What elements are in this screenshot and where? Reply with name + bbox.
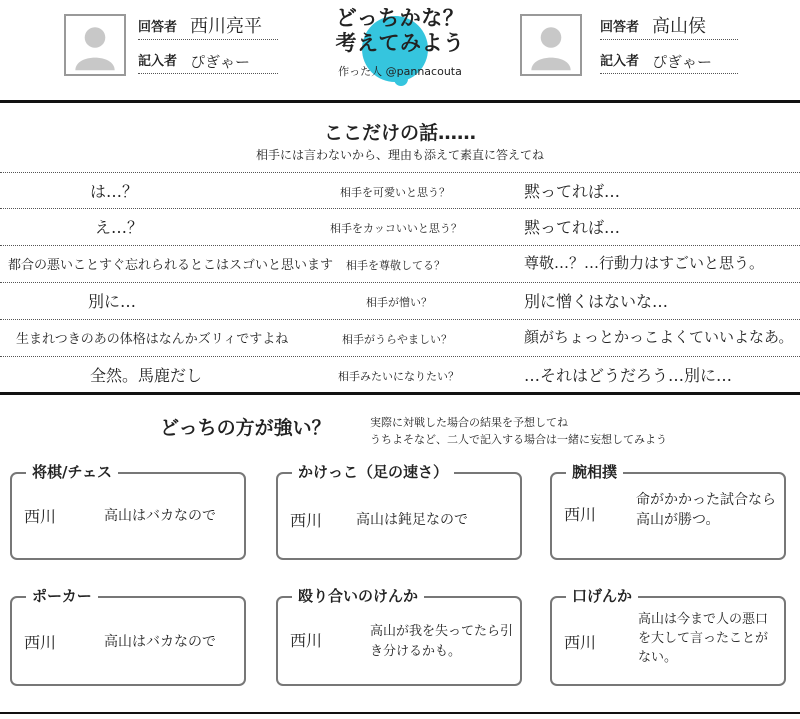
right-recorder-field <box>600 48 738 74</box>
stronger-note-1: 実際に対戦した場合の結果を予想してね <box>370 416 568 429</box>
card-poker <box>10 587 246 686</box>
card-reason: 高山は今まで人の悪口を大して言ったことがない。 <box>638 612 769 665</box>
question-row <box>0 246 800 283</box>
right-recorder-label: 記入者 <box>600 54 640 69</box>
right-avatar <box>520 14 582 76</box>
card-winner: 西川 <box>290 631 323 650</box>
question-row <box>0 320 800 357</box>
right-answer: 黙ってれば… <box>524 182 621 201</box>
question-text: 相手をカッコいいと思う？ <box>330 222 462 235</box>
left-answer: 全然。馬鹿だし <box>90 366 203 385</box>
right-recorder-value: ぴぎゃー <box>652 53 713 71</box>
card-reason: 高山はバカなので <box>104 634 216 650</box>
left-recorder-value: ぴぎゃー <box>190 53 251 71</box>
right-answerer-label: 回答者 <box>600 20 640 35</box>
left-answer: え…？ <box>95 218 144 237</box>
card-shogi-chess <box>10 463 246 560</box>
secret-section-title: ここだけの話…… <box>323 122 476 144</box>
question-text: 相手みたいになりたい？ <box>338 370 459 383</box>
card-footrace <box>276 463 522 560</box>
card-verbal-fight <box>550 587 786 686</box>
secret-section-subtitle: 相手には言わないから、理由も添えて素直に答えてね <box>255 148 544 162</box>
card-title: 腕相撲 <box>566 461 623 482</box>
bottom-divider <box>0 712 800 714</box>
card-title: 口げんか <box>566 585 638 606</box>
card-winner: 西川 <box>564 633 597 652</box>
card-arm-wrestling <box>550 463 786 560</box>
card-winner: 西川 <box>564 505 597 524</box>
section-divider <box>0 392 800 395</box>
right-answer: …それはどうだろう…別に… <box>524 366 733 385</box>
page-title-line2: 考えてみよう <box>335 31 465 55</box>
card-winner: 西川 <box>24 633 57 652</box>
stronger-section-title: どっちの方が強い？ <box>160 417 331 439</box>
creator-credit: 作った人 @pannacouta <box>338 65 462 78</box>
header <box>0 0 800 100</box>
left-answerer-field <box>138 14 278 40</box>
question-row <box>0 172 800 209</box>
card-reason: 高山は鈍足なので <box>356 512 468 528</box>
right-answerer-value: 高山侯 <box>652 16 706 37</box>
card-title: かけっこ（足の速さ） <box>292 461 454 482</box>
card-reason: 命がかかった試合なら高山が勝つ。 <box>636 492 776 528</box>
card-title: 将棋/チェス <box>26 461 118 482</box>
left-recorder-label: 記入者 <box>138 54 178 69</box>
card-reason: 高山が我を失ってたら引き分けるかも。 <box>370 624 514 659</box>
right-answerer-field <box>600 14 738 40</box>
left-answerer-label: 回答者 <box>138 20 178 35</box>
header-divider <box>0 100 800 103</box>
card-reason: 高山はバカなので <box>104 508 216 524</box>
left-answer: 都合の悪いことすぐ忘れられるとこはスゴいと思います <box>8 258 334 273</box>
left-answer: 別に… <box>88 292 137 311</box>
right-answer: 別に憎くはないな… <box>524 292 669 311</box>
person-icon <box>522 16 580 74</box>
left-answer: 生まれつきのあの体格はなんかズリィですよね <box>16 332 289 347</box>
left-avatar <box>64 14 126 76</box>
stronger-note-2: うちよそなど、二人で記入する場合は一緒に妄想してみよう <box>370 433 667 446</box>
page-title-line1: どっちかな？ <box>335 6 465 30</box>
title-block <box>320 6 480 79</box>
card-title: ポーカー <box>26 585 98 606</box>
question-row <box>0 357 800 394</box>
card-title: 殴り合いのけんか <box>292 585 424 606</box>
card-winner: 西川 <box>290 511 323 530</box>
right-answer: 黙ってれば… <box>524 218 621 237</box>
question-row <box>0 209 800 246</box>
question-text: 相手がうらやましい？ <box>342 333 452 346</box>
person-icon <box>66 16 124 74</box>
question-text: 相手が憎い？ <box>366 296 432 309</box>
card-winner: 西川 <box>24 507 57 526</box>
right-answer: 尊敬…？…行動力はすごいと思う。 <box>524 254 765 272</box>
card-fistfight <box>276 587 522 686</box>
question-text: 相手を可愛いと思う？ <box>340 186 450 199</box>
question-row <box>0 283 800 320</box>
right-answer: 顔がちょっとかっこよくていいよなあ。 <box>524 328 794 346</box>
left-answer: は…？ <box>90 182 139 201</box>
left-recorder-field <box>138 48 278 74</box>
left-answerer-value: 西川亮平 <box>190 16 262 37</box>
question-text: 相手を尊敬してる？ <box>346 259 445 272</box>
